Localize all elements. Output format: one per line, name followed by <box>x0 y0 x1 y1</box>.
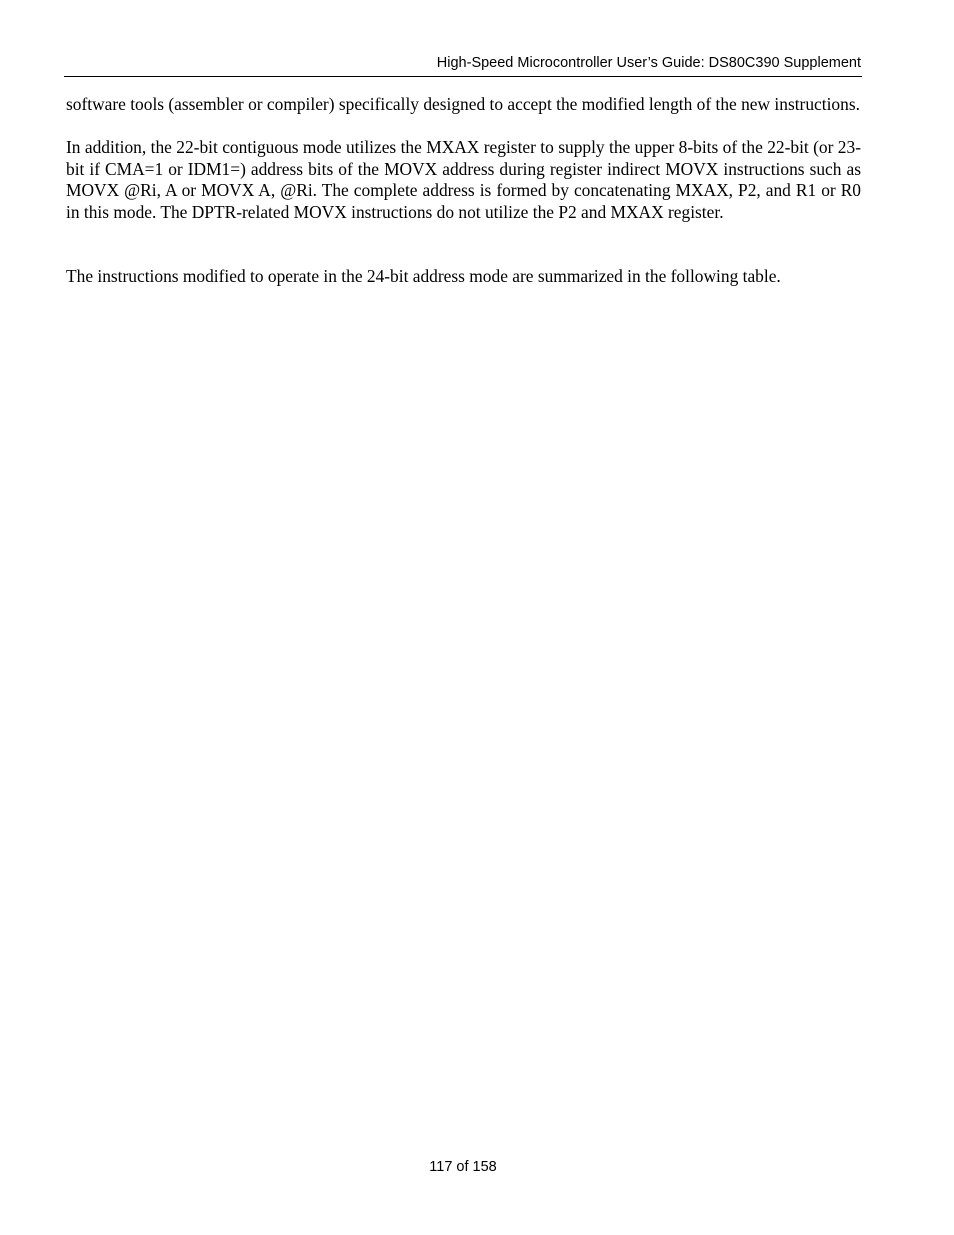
paragraph-table-intro: The instructions modified to operate in the 24-bit address mode are summarized in the following table. <box>66 266 781 286</box>
paragraph-22-bit-mode: In addition, the 22-bit contiguous mode utilizes the MXAX register to supply the upper 8-bits of the 22-bit (or 23-bit if CMA=1 or IDM1=) address bits of the MOVX address during register indirect MOVX instructions such as MOVX @Ri, A or MOVX A, @Ri. The complete address is formed by concatenating MXAX, P2, and R1 or R0 in this mode. The DPTR-related MOVX instructions do not utilize the P2 and MXAX register. <box>66 137 861 222</box>
header-title: High-Speed Microcontroller User’s Guide: DS80C390 Supplement <box>436 55 861 71</box>
page-header <box>64 55 862 77</box>
paragraph-software-tools: software tools (assembler or compiler) specifically designed to accept the modified length of the new instructions. <box>66 94 860 114</box>
page-number: 117 of 158 <box>429 1159 497 1175</box>
